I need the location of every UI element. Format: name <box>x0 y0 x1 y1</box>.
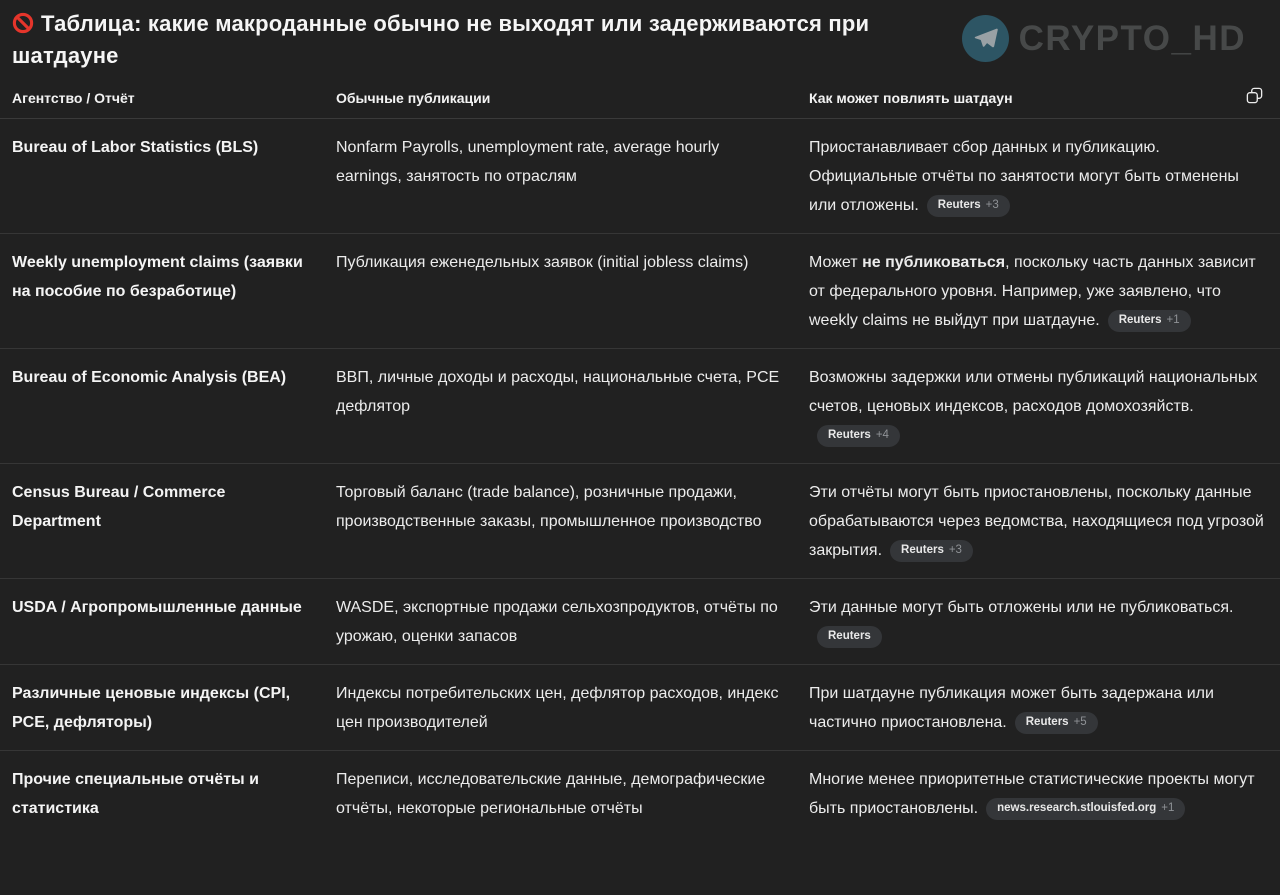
table-row <box>0 119 1280 234</box>
agency-cell: Weekly unemployment claims (заявки на пособие по безработице) <box>12 254 303 300</box>
impact-cell <box>809 679 1268 737</box>
impact-text <box>809 478 1268 565</box>
source-badge-label: Reuters <box>828 630 871 642</box>
source-badge[interactable] <box>817 425 900 447</box>
impact-cell <box>809 765 1268 823</box>
table-row <box>0 751 1280 836</box>
agency-cell: Census Bureau / Commerce Department <box>12 484 226 530</box>
publications-cell: ВВП, личные доходы и расходы, национальные счета, PCE дефлятор <box>336 369 780 415</box>
column-header-publications: Обычные публикации <box>336 90 491 106</box>
publications-cell: Индексы потребительских цен, дефлятор расходов, индекс цен производителей <box>336 685 779 731</box>
source-badge[interactable] <box>986 798 1185 820</box>
page-title <box>12 8 957 72</box>
source-badge[interactable] <box>890 540 973 562</box>
impact-cell <box>809 478 1268 565</box>
agency-cell: USDA / Агропромышленные данные <box>12 599 302 616</box>
publications-cell: Публикация еженедельных заявок (initial jobless claims) <box>336 254 749 271</box>
table-header-row <box>0 74 1280 119</box>
header <box>0 0 1280 72</box>
impact-segment: Многие менее приоритетные статистические проекты могут быть приостановлены. <box>809 771 1255 817</box>
no-entry-icon <box>12 8 34 40</box>
source-badge-count: +5 <box>1073 716 1087 728</box>
source-badge[interactable] <box>817 626 882 648</box>
source-badge-label: Reuters <box>1118 314 1162 326</box>
impact-text <box>809 679 1268 737</box>
impact-segment: Приостанавливает сбор данных и публикацию. Официальные отчёты по занятости могут быть отменены или отложены. <box>809 139 1239 214</box>
source-badge-label: news.research.stlouisfed.org <box>997 802 1157 814</box>
impact-text <box>809 248 1268 335</box>
channel-watermark <box>962 15 1246 62</box>
telegram-plane-icon <box>962 15 1009 62</box>
macro-data-table <box>0 74 1280 836</box>
impact-cell <box>809 133 1268 220</box>
impact-cell <box>809 593 1268 651</box>
table-row <box>0 579 1280 665</box>
source-badge-count: +1 <box>1166 314 1180 326</box>
publications-cell: Nonfarm Payrolls, unemployment rate, average hourly earnings, занятость по отраслям <box>336 139 720 185</box>
impact-segment: Эти данные могут быть отложены или не публиковаться. <box>809 599 1234 616</box>
source-badge-count: +3 <box>985 199 999 211</box>
table-row <box>0 234 1280 349</box>
source-badge-count: +4 <box>875 429 889 441</box>
source-badge-label: Reuters <box>828 429 871 441</box>
source-badge[interactable] <box>1015 712 1098 734</box>
table-row <box>0 464 1280 579</box>
table-row <box>0 665 1280 751</box>
impact-segment: Может <box>809 254 863 271</box>
page-title-text: Таблица: какие макроданные обычно не выходят или задерживаются при шатдауне <box>12 11 870 68</box>
publications-cell: Торговый баланс (trade balance), розничные продажи, производственные заказы, промышленное производство <box>336 484 762 530</box>
impact-text <box>809 363 1268 450</box>
impact-cell <box>809 248 1268 335</box>
impact-cell <box>809 363 1268 450</box>
source-badge[interactable] <box>1108 310 1191 332</box>
table-body <box>0 119 1280 836</box>
publications-cell: Переписи, исследовательские данные, демографические отчёты, некоторые региональные отчёты <box>336 771 766 817</box>
impact-bold-segment: не публиковаться <box>862 254 1006 271</box>
agency-cell: Различные ценовые индексы (CPI, PCE, дефляторы) <box>12 685 291 731</box>
source-badge-label: Reuters <box>937 199 981 211</box>
column-header-impact: Как может повлиять шатдаун <box>809 90 1013 106</box>
agency-cell: Bureau of Labor Statistics (BLS) <box>12 139 259 156</box>
channel-name: CRYPTO_HD <box>1018 18 1246 58</box>
source-badge-label: Reuters <box>1025 716 1069 728</box>
source-badge-count: +3 <box>948 544 962 556</box>
column-header-agency: Агентство / Отчёт <box>12 90 135 106</box>
source-badge-count: +1 <box>1161 802 1175 814</box>
impact-segment: , поскольку часть данных зависит от федерального уровня. Например, уже заявлено, что weekly claims не выйдут при шатдауне. <box>809 254 1256 329</box>
agency-cell: Прочие специальные отчёты и статистика <box>12 771 259 817</box>
copy-table-button[interactable] <box>1243 84 1266 107</box>
copy-icon <box>1245 93 1264 108</box>
source-badge[interactable] <box>927 195 1010 217</box>
impact-segment: Возможны задержки или отмены публикаций национальных счетов, ценовых индексов, расходов домохозяйств. <box>809 369 1258 415</box>
publications-cell: WASDE, экспортные продажи сельхозпродуктов, отчёты по урожаю, оценки запасов <box>336 599 778 645</box>
agency-cell: Bureau of Economic Analysis (BEA) <box>12 369 287 386</box>
impact-segment: Эти отчёты могут быть приостановлены, поскольку данные обрабатываются через ведомства, находящиеся под угрозой закрытия. <box>809 484 1264 559</box>
table-row <box>0 349 1280 464</box>
impact-text <box>809 765 1268 823</box>
impact-text <box>809 593 1268 651</box>
impact-segment: При шатдауне публикация может быть задержана или частично приостановлена. <box>809 685 1214 731</box>
source-badge-label: Reuters <box>901 544 944 556</box>
impact-text <box>809 133 1268 220</box>
